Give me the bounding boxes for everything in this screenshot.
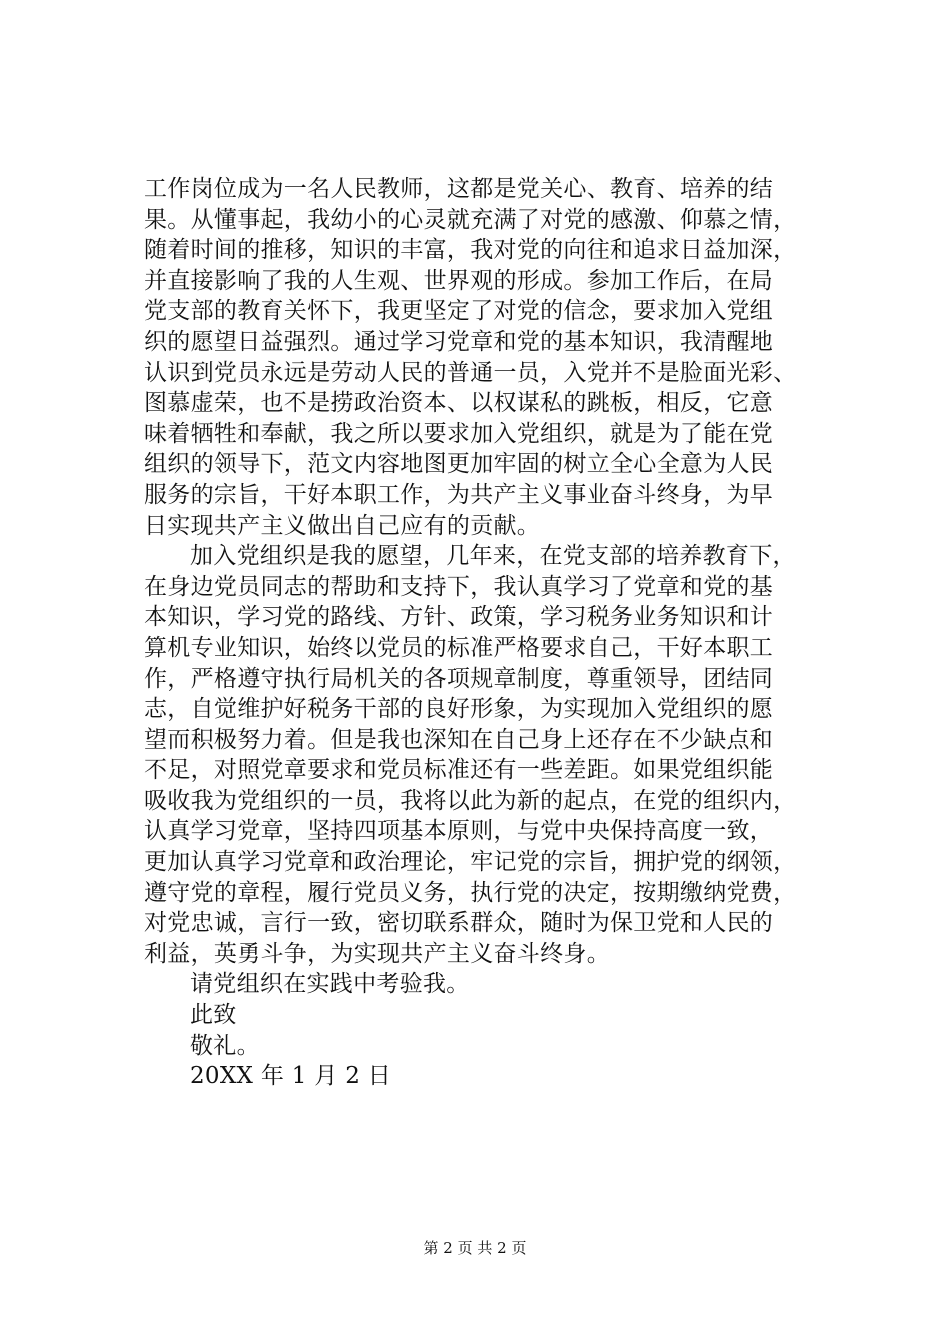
text-line: 不足，对照党章要求和党员标准还有一些差距。如果党组织能 <box>144 757 774 784</box>
text-line: 服务的宗旨，干好本职工作，为共产主义事业奋斗终身，为早 <box>144 481 774 508</box>
text-line: 并直接影响了我的人生观、世界观的形成。参加工作后，在局 <box>144 267 774 294</box>
text-line: 望而积极努力着。但是我也深知在自己身上还存在不少缺点和 <box>144 726 774 753</box>
text-line: 利益，英勇斗争，为实现共产主义奋斗终身。 <box>144 940 610 967</box>
text-line: 图慕虚荣，也不是捞政治资本、以权谋私的跳板，相反，它意 <box>144 390 774 417</box>
text-line: 党支部的教育关怀下，我更坚定了对党的信念，要求加入党组 <box>144 298 774 325</box>
text-line: 作，严格遵守执行局机关的各项规章制度，尊重领导，团结同 <box>144 665 774 692</box>
text-line: 随着时间的推移，知识的丰富，我对党的向往和追求日益加深， <box>144 237 797 264</box>
text-line: 组织的领导下，范文内容地图更加牢固的树立全心全意为人民 <box>144 451 774 478</box>
salutation-line: 敬礼。 <box>190 1032 260 1059</box>
text-line: 算机专业知识，始终以党员的标准严格要求自己，干好本职工 <box>144 634 774 661</box>
text-line: 本知识，学习党的路线、方针、政策，学习税务业务知识和计 <box>144 604 774 631</box>
text-line: 在身边党员同志的帮助和支持下，我认真学习了党章和党的基 <box>144 573 774 600</box>
page-number-footer: 第 2 页 共 2 页 <box>423 1239 527 1257</box>
text-line: 工作岗位成为一名人民教师，这都是党关心、教育、培养的结 <box>144 176 774 202</box>
salutation-line: 此致 <box>190 1002 237 1029</box>
text-line: 认真学习党章，坚持四项基本原则，与党中央保持高度一致， <box>144 818 774 845</box>
text-line: 日实现共产主义做出自己应有的贡献。 <box>144 512 541 539</box>
text-line: 织的愿望日益强烈。通过学习党章和党的基本知识，我清醒地 <box>144 328 774 355</box>
text-line: 志，自觉维护好税务干部的良好形象，为实现加入党组织的愿 <box>144 696 774 723</box>
paragraph-start-line: 加入党组织是我的愿望，几年来，在党支部的培养教育下， <box>190 543 796 570</box>
text-line: 味着牺牲和奉献，我之所以要求加入党组织，就是为了能在党 <box>144 420 774 447</box>
date-line: 20XX 年 1 月 2 日 <box>190 1063 392 1090</box>
text-line: 遵守党的章程，履行党员义务，执行党的决定，按期缴纳党费， <box>144 879 797 906</box>
text-line: 对党忠诚，言行一致，密切联系群众，随时为保卫党和人民的 <box>144 910 774 937</box>
text-line: 吸收我为党组织的一员，我将以此为新的起点，在党的组织内， <box>144 787 797 814</box>
letter-body <box>144 174 844 1092</box>
closing-request-line: 请党组织在实践中考验我。 <box>190 971 470 998</box>
text-line: 更加认真学习党章和政治理论，牢记党的宗旨，拥护党的纲领， <box>144 849 797 876</box>
text-line: 认识到党员永远是劳动人民的普通一员，入党并不是脸面光彩、 <box>144 359 797 386</box>
text-line: 果。从懂事起，我幼小的心灵就充满了对党的感激、仰慕之情， <box>144 206 797 233</box>
